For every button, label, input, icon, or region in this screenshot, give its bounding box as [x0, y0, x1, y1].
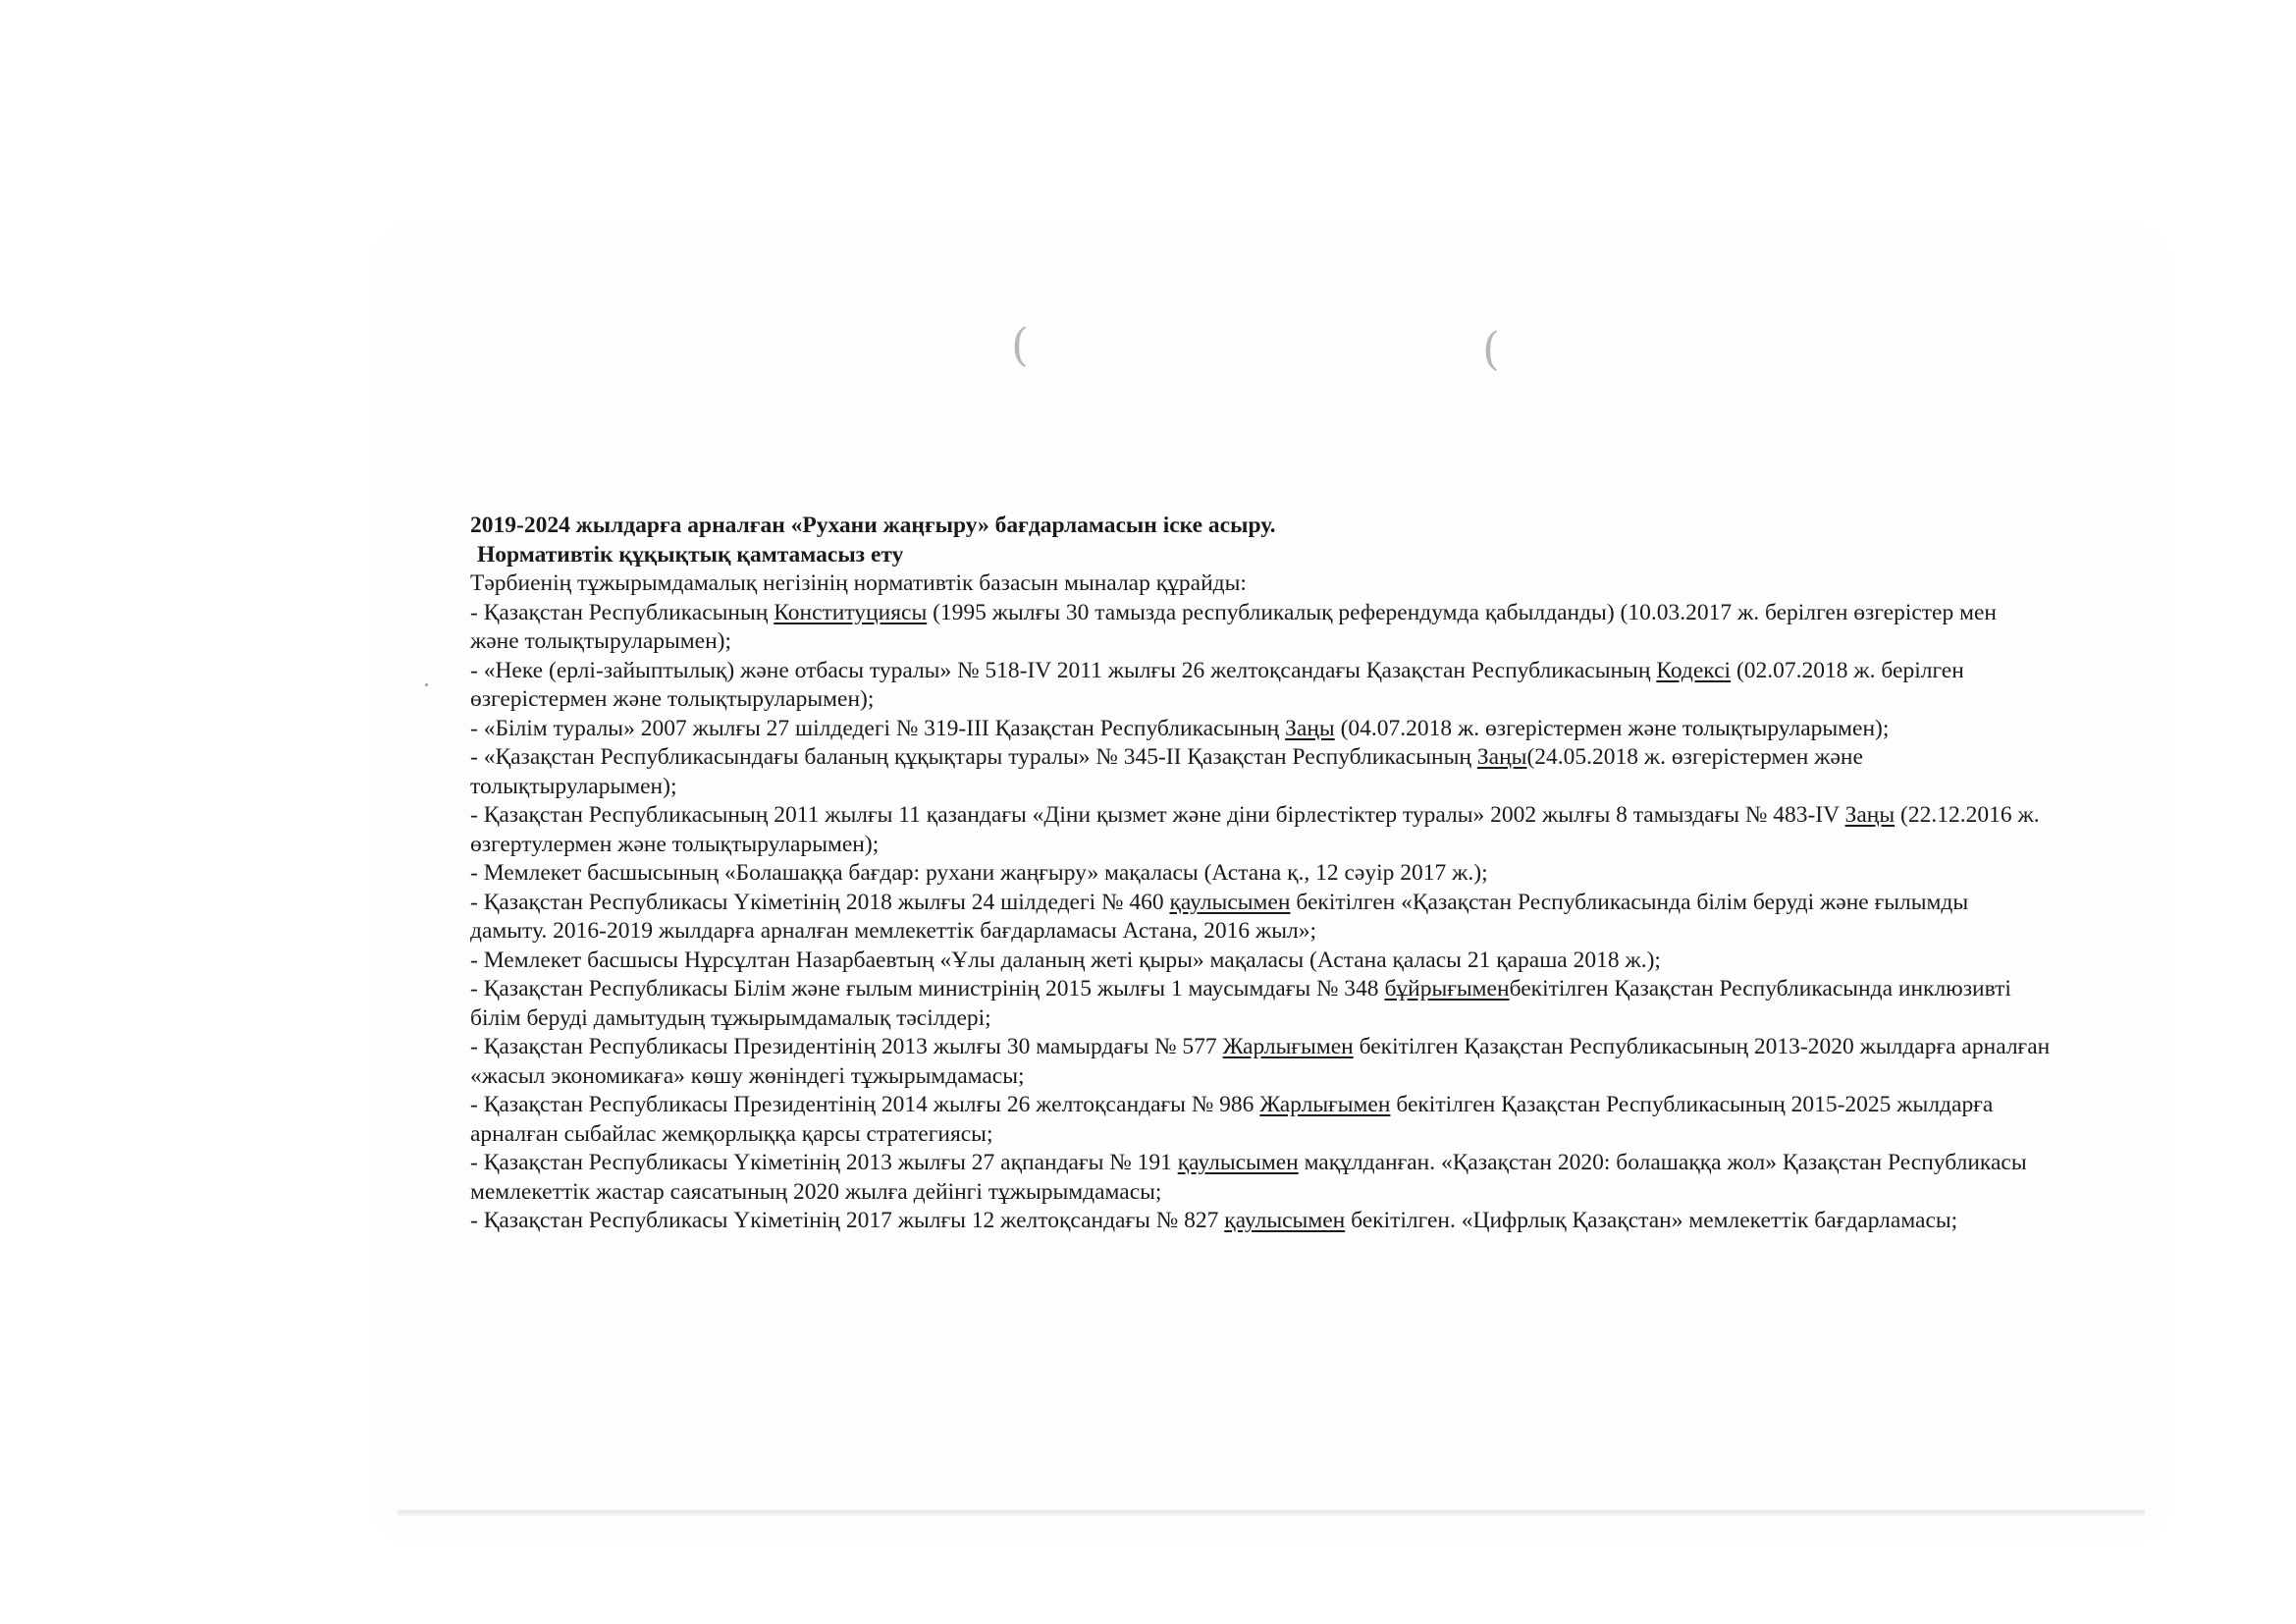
list-item: - Мемлекет басшысының «Болашаққа бағдар: рухани жаңғыру» мақаласы (Астана қ., 12 сәуір 2017 ж.); — [470, 860, 1488, 886]
document-link[interactable]: бұйрығымен — [1384, 976, 1510, 1001]
document-link[interactable]: Заңы — [1285, 715, 1335, 741]
list-item: - Қазақстан Республикасының 2011 жылғы 11 қазандағы «Діни қызмет және діни бірлестіктер туралы» 2002 жылғы 8 тамыздағы № 483-IV Заңы (22.12.2016 ж. өзгертулермен және толықтыруларымен); — [470, 802, 2040, 857]
document-link[interactable]: Заңы — [1476, 744, 1527, 770]
list-item: - Қазақстан Республикасының Конституциясы (1995 жылғы 30 тамызда республикалық референдумда қабылданды) (10.03.2017 ж. берілген өзгерістер мен және толықтыруларымен); — [470, 599, 1997, 654]
document-body — [470, 512, 2051, 1236]
list-item: - Қазақстан Республикасы Білім және ғылым министрінің 2015 жылғы 1 маусымдағы № 348 бұйрығыменбекітілген Қазақстан Республикасында инклюзивті білім беруді дамытудың тұжырымдамалық тәсілдері; — [470, 976, 2011, 1031]
document-link[interactable]: қаулысымен — [1224, 1208, 1346, 1233]
document-link[interactable]: Жарлығымен — [1222, 1034, 1354, 1059]
list-item: - Қазақстан Республикасы Үкіметінің 2017 жылғы 12 желтоқсандағы № 827 қаулысымен бекітілген. «Цифрлық Қазақстан» мемлекеттік бағдарламасы; — [470, 1208, 1958, 1233]
list-item: - Қазақстан Республикасы Үкіметінің 2018 жылғы 24 шілдедегі № 460 қаулысымен бекітілген «Қазақстан Республикасында білім беруді және ғылымды дамыту. 2016-2019 жылдарға арналған мемлекеттік бағдарламасы Астана, 2016 жыл»; — [470, 889, 1969, 944]
document-title: 2019-2024 жылдарға арналған «Рухани жаңғыру» бағдарламасын іске асыру. — [470, 513, 1276, 538]
list-item: - Қазақстан Республикасы Президентінің 2013 жылғы 30 мамырдағы № 577 Жарлығымен бекітілген Қазақстан Республикасының 2013-2020 жылдарға арналған «жасыл экономикаға» көшу жөніндегі тұжырымдамасы; — [470, 1034, 2051, 1089]
document-link[interactable]: Конституциясы — [774, 599, 928, 625]
document-link[interactable]: қаулысымен — [1177, 1150, 1299, 1175]
document-link[interactable]: Заңы — [1844, 802, 1896, 828]
punch-hole-mark-right: ( — [1482, 322, 1500, 375]
list-item: - Қазақстан Республикасы Үкіметінің 2013 жылғы 27 ақпандағы № 191 қаулысымен мақұлданған. «Қазақстан 2020: болашаққа жол» Қазақстан Республикасы мемлекеттік жастар саясатының 2020 жылға дейінгі тұжырымдамасы; — [470, 1150, 2027, 1205]
punch-hole-mark-left: ( — [1011, 318, 1029, 371]
scan-speck — [425, 683, 428, 686]
scan-edge — [398, 1510, 2145, 1516]
document-subtitle: Нормативтік құқықтық қамтамасыз ету — [477, 541, 904, 568]
document-link[interactable]: Кодексі — [1656, 657, 1732, 683]
list-item: - «Қазақстан Республикасындағы баланың құқықтары туралы» № 345-II Қазақстан Республикасының Заңы(24.05.2018 ж. өзгерістермен және толықтыруларымен); — [470, 744, 1863, 799]
list-item: - «Неке (ерлі-зайыптылық) және отбасы туралы» № 518-IV 2011 жылғы 26 желтоқсандағы Қазақстан Республикасының Кодексі (02.07.2018 ж. берілген өзгерістермен және толықтыруларымен); — [470, 657, 1964, 712]
list-item: - Қазақстан Республикасы Президентінің 2014 жылғы 26 желтоқсандағы № 986 Жарлығымен бекітілген Қазақстан Республикасының 2015-2025 жылдарға арналған сыбайлас жемқорлыққа қарсы стратегиясы; — [470, 1092, 1994, 1147]
list-item: - «Білім туралы» 2007 жылғы 27 шілдедегі № 319-III Қазақстан Республикасының Заңы (04.07.2018 ж. өзгерістермен және толықтыруларымен); — [470, 715, 1890, 741]
intro-text: Тәрбиенің тұжырымдамалық негізінің нормативтік базасын мыналар құрайды: — [470, 570, 1247, 596]
list-item: - Мемлекет басшысы Нұрсұлтан Назарбаевтың «Ұлы даланың жеті қыры» мақаласы (Астана қаласы 21 қараша 2018 ж.); — [470, 947, 1661, 973]
document-link[interactable]: Жарлығымен — [1259, 1092, 1391, 1117]
document-link[interactable]: қаулысымен — [1169, 889, 1291, 915]
